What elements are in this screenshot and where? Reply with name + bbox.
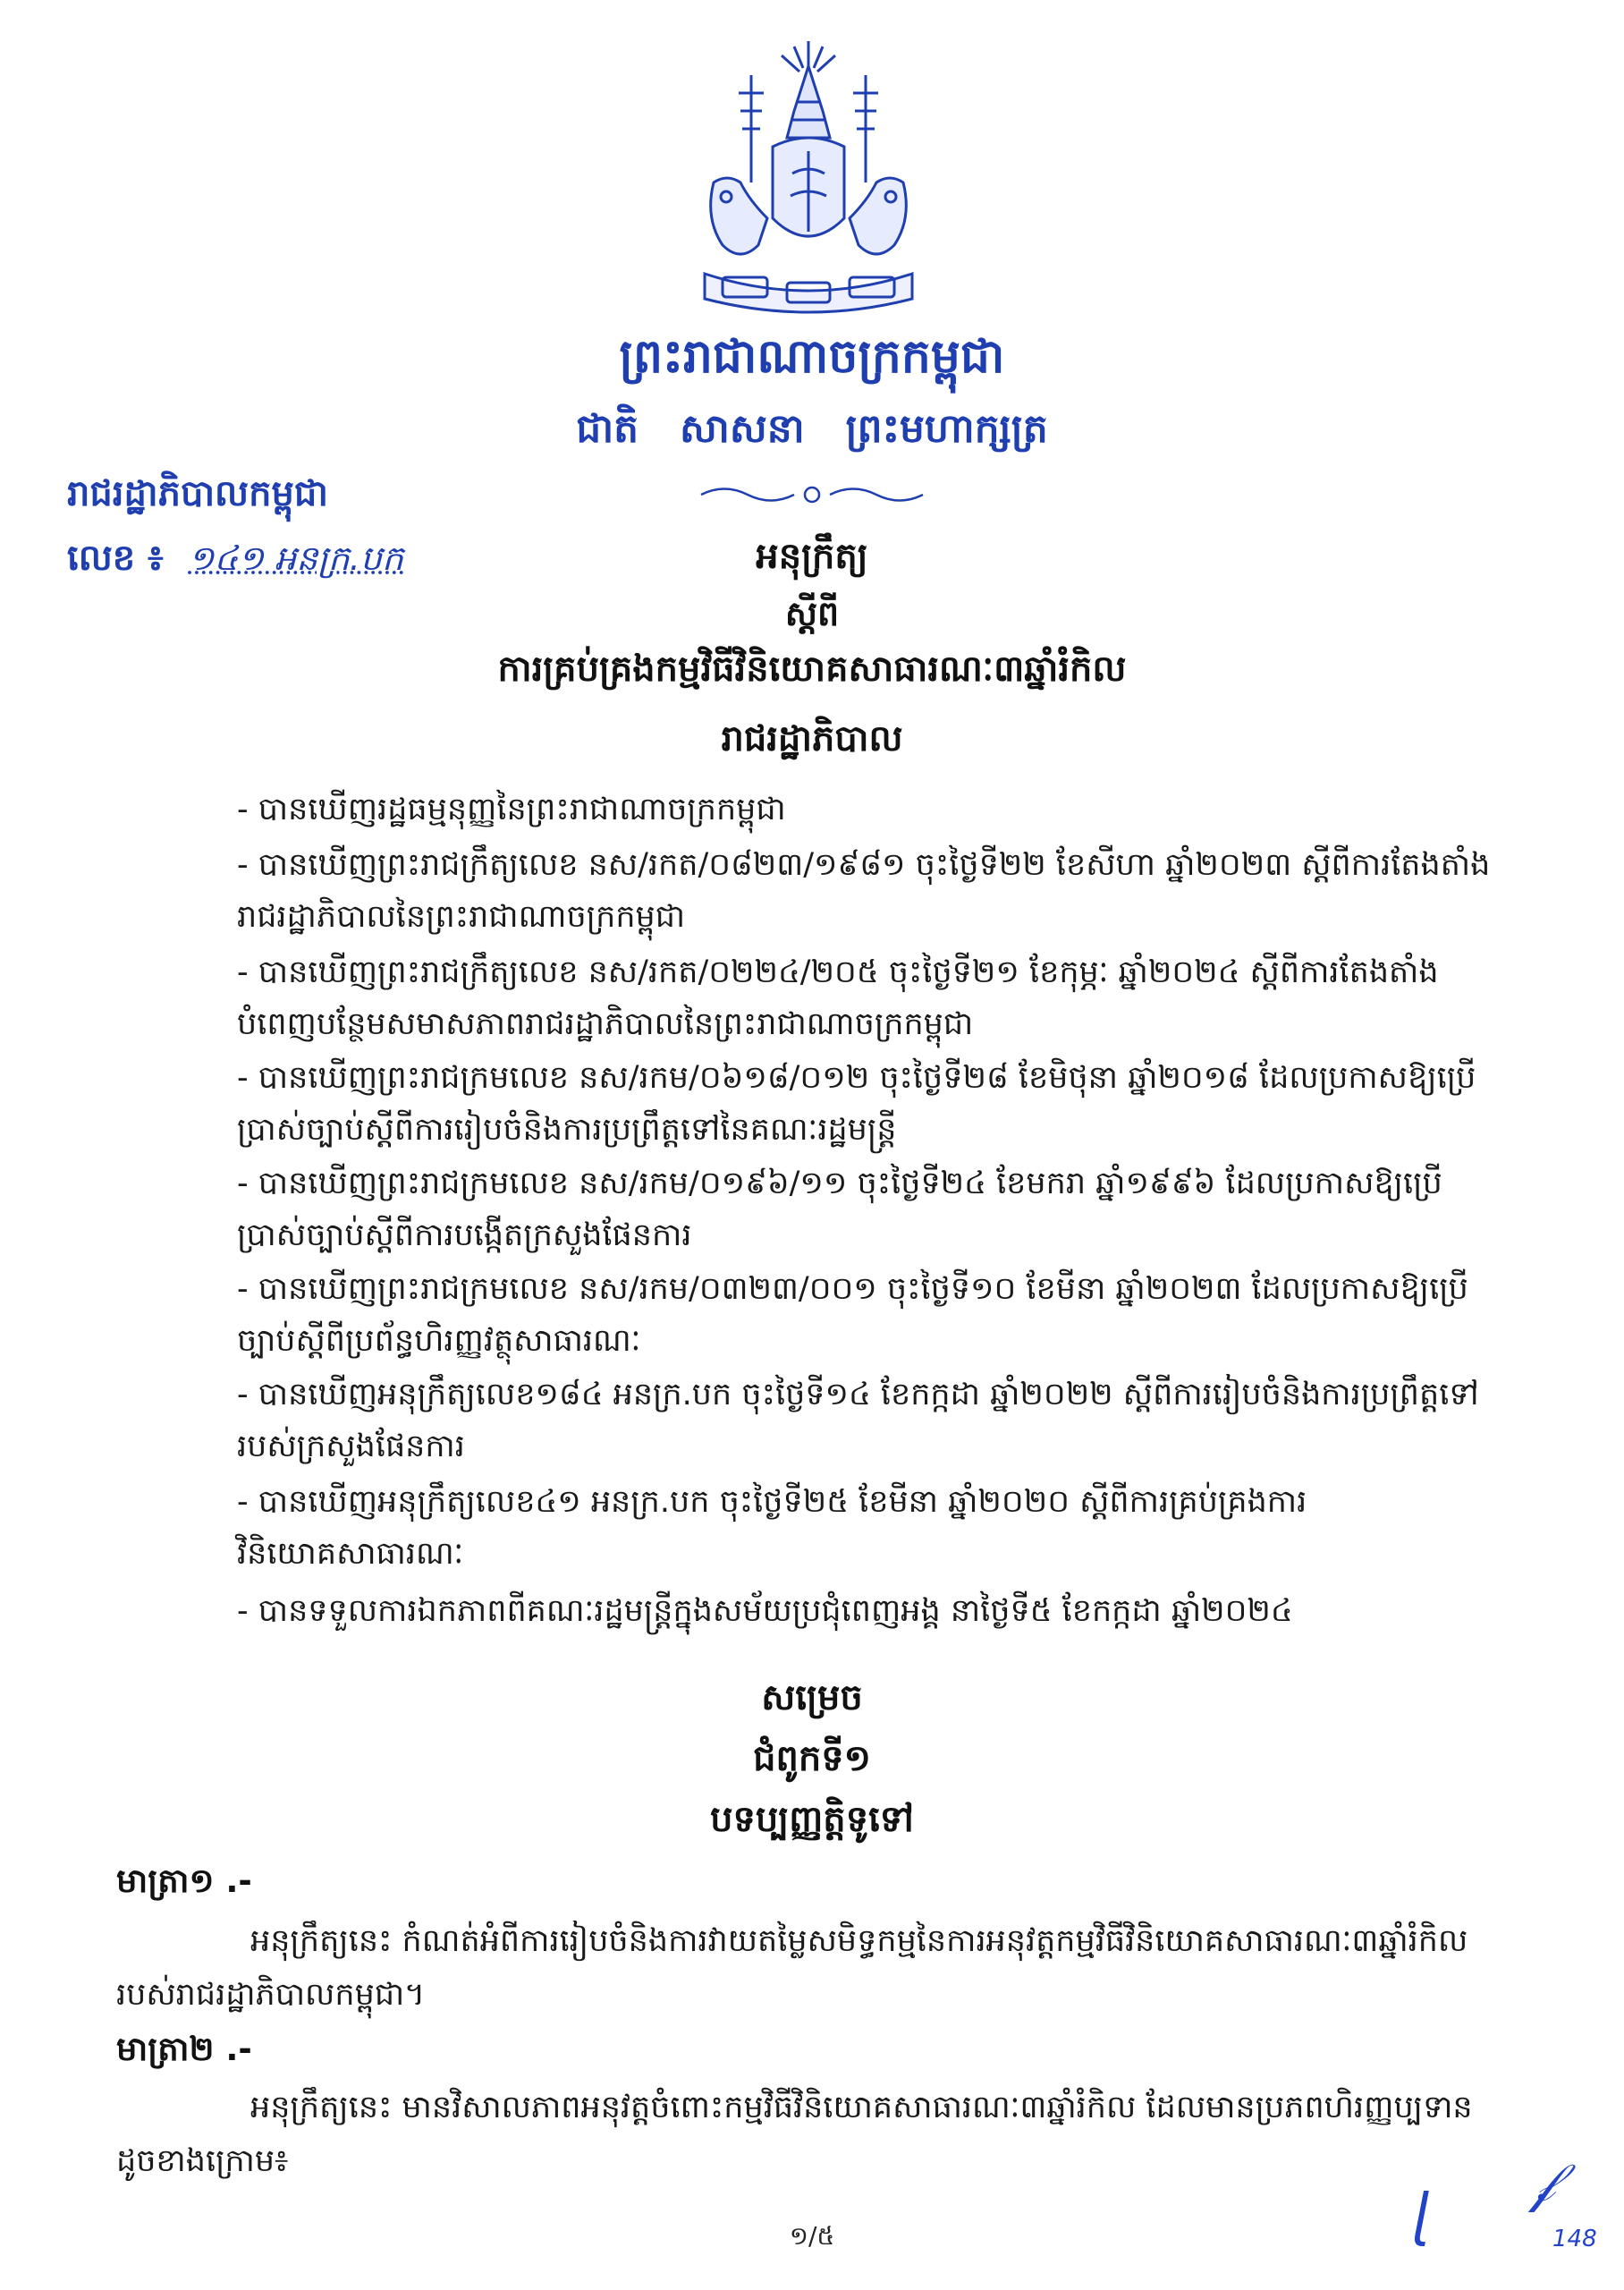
visa-item: - បានឃើញព្រះរាជក្រមលេខ នស/រកម/០៦១៨/០១២ ចុះថ្ងៃទី២៨ ខែមិថុនា ឆ្នាំ២០១៨ ដែលប្រកាសឱ្យប្រើប្រាស់ច្បាប់ស្តីពីការរៀបចំនិងការប្រព្រឹត្តទៅនៃគណៈរដ្ឋមន្ត្រី [237,1060,1476,1148]
national-motto: ជាតិ សាសនា ព្រះមហាក្សត្រ [576,406,1048,452]
chapter-number: ជំពូកទី១ [753,1738,871,1779]
document-subject: ការគ្រប់គ្រងកម្មវិធីវិនិយោគសាធារណៈ៣ឆ្នាំរំកិល [497,649,1127,690]
visa-item: - បានឃើញព្រះរាជក្រមលេខ នស/រកម/០១៩៦/១១ ចុះថ្ងៃទី២៤ ខែមករា ឆ្នាំ១៩៩៦ ដែលប្រកាសឱ្យប្រើប្រាស់ច្បាប់ស្តីពីការបង្កើតក្រសួងផែនការ [237,1166,1442,1253]
visa-item: - បានឃើញព្រះរាជក្រឹត្យលេខ នស/រកត/០២២៤/២០៥ ចុះថ្ងៃទី២១ ខែកុម្ភៈ ឆ្នាំ២០២៤ ស្តីពីការតែងតាំងបំពេញបន្ថែមសមាសភាពរាជរដ្ឋាភិបាលនៃព្រះរាជាណាចក្រកម្ពុជា [237,954,1439,1042]
page-number: ១/៥ [789,2221,835,2251]
kingdom-title: ព្រះរាជាណាចក្រកម្ពុជា [619,330,1005,384]
chapter-title: បទប្បញ្ញត្តិទូទៅ [710,1799,914,1840]
royal-emblem-icon [687,39,930,321]
document-issuer: រាជរដ្ឋាភិបាល [721,718,903,759]
document-about: ស្តីពី [784,594,840,633]
visa-item: - បានឃើញព្រះរាជក្រមលេខ នស/រកម/០៣២៣/០០១ ចុះថ្ងៃទី១០ ខែមីនា ឆ្នាំ២០២៣ ដែលប្រកាសឱ្យប្រើច្បាប់ស្តីពីប្រព័ន្ធហិរញ្ញវត្ថុសាធារណៈ [237,1271,1468,1359]
visa-item: - បានឃើញព្រះរាជក្រឹត្យលេខ នស/រកត/០៨២៣/១៩៨១ ចុះថ្ងៃទី២២ ខែសីហា ឆ្នាំ២០២៣ ស្តីពីការតែងតាំងរាជរដ្ឋាភិបាលនៃព្រះរាជាណាចក្រកម្ពុជា [237,847,1491,935]
initials-note: 148 [1552,2226,1597,2252]
number-label: លេខ ៖ [67,538,164,579]
initial-mark: 𝒻 [1531,2151,1555,2214]
article-heading: មាត្រា១ .- [116,1862,252,1900]
visa-item: - បានឃើញអនុក្រឹត្យលេខ១៨៤ អនក្រ.បក ចុះថ្ងៃទី១៤ ខែកក្កដា ឆ្នាំ២០២២ ស្តីពីការរៀបចំនិងការប្រព្រឹត្តទៅរបស់ក្រសួងផែនការ [237,1377,1479,1464]
article-text: អនុក្រឹត្យនេះ កំណត់អំពីការរៀបចំនិងការវាយតម្លៃសមិទ្ធកម្មនៃការអនុវត្តកម្មវិធីវិនិយោគសាធារណៈ៣ឆ្នាំរំកិលរបស់រាជរដ្ឋាភិបាលកម្ពុជា។ [116,1923,1468,2013]
article-text: អនុក្រឹត្យនេះ មានវិសាលភាពអនុវត្តចំពោះកម្មវិធីវិនិយោគសាធារណៈ៣ឆ្នាំរំកិល ដែលមានប្រភពហិរញ្ញប្បទាន ដូចខាងក្រោម៖ [116,2090,1473,2179]
document-type: អនុក្រឹត្យ [756,536,868,577]
decision-heading: សម្រេច [761,1677,863,1718]
article-heading: មាត្រា២ .- [116,2030,252,2068]
number-value: ១៤១ អនក្រ.បក [188,539,404,578]
visa-item: - បានឃើញរដ្ឋធម្មនុញ្ញនៃព្រះរាជាណាចក្រកម្ពុជា [237,792,786,827]
visa-item: - បានឃើញអនុក្រឹត្យលេខ៤១ អនក្រ.បក ចុះថ្ងៃទី២៥ ខែមីនា ឆ្នាំ២០២០ ស្តីពីការគ្រប់គ្រងការវិនិយោគសាធារណៈ [237,1484,1307,1572]
initial-mark: ɭ [1413,2183,1429,2249]
visa-item: - បានទទួលការឯកភាពពីគណៈរដ្ឋមន្ត្រីក្នុងសម័យប្រជុំពេញអង្គ នាថ្ងៃទី៥ ខែកក្កដា ឆ្នាំ២០២៤ [237,1593,1293,1629]
ornament-icon [698,483,926,506]
government-name: រាជរដ្ឋាភិបាលកម្ពុជា [67,473,328,514]
